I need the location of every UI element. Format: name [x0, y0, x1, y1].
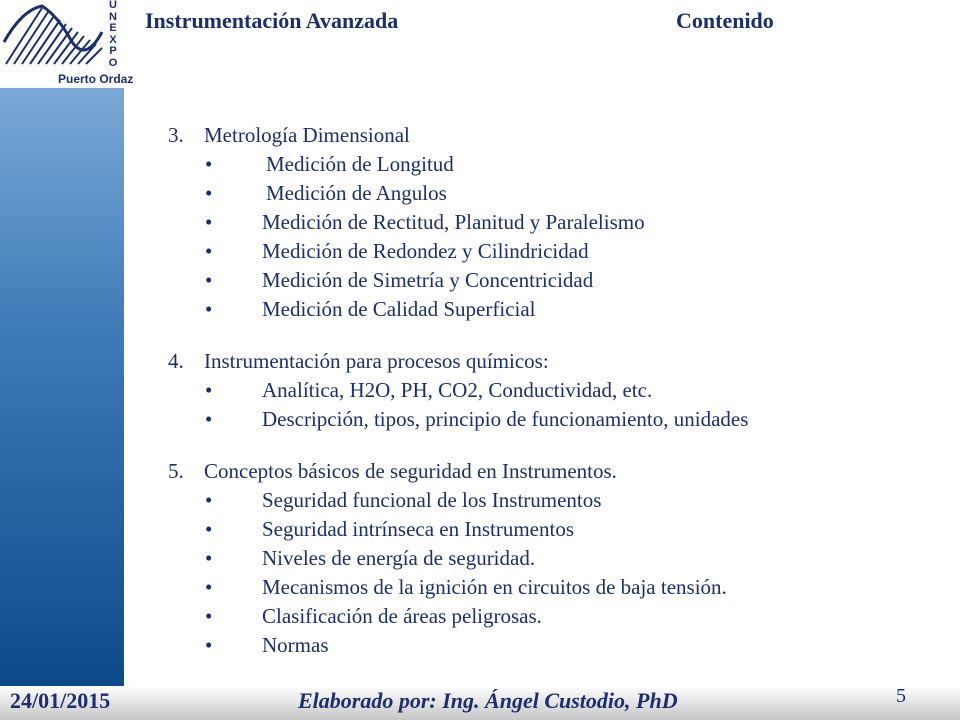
section-5: [168, 457, 948, 660]
bullet-icon: •: [205, 378, 213, 402]
list-item: • Medición de Simetría y Concentricidad: [168, 266, 948, 295]
section-heading-text: Conceptos básicos de seguridad en Instrumentos.: [204, 459, 617, 483]
logo-letters: U N E X P O: [108, 0, 118, 69]
bullet-icon: •: [205, 239, 213, 263]
bullet-icon: •: [205, 488, 213, 512]
content-list: [168, 121, 948, 683]
bullet-icon: •: [205, 575, 213, 599]
bullet-icon: •: [205, 517, 213, 541]
list-item: • Medición de Angulos: [168, 179, 948, 208]
section-heading-text: Instrumentación para procesos químicos:: [204, 349, 549, 373]
list-item: • Analítica, H2O, PH, CO2, Conductividad, etc.: [168, 376, 948, 405]
section-heading: [168, 347, 948, 376]
section-heading: [168, 457, 948, 486]
section-items: [168, 486, 948, 660]
section-3: [168, 121, 948, 324]
bullet-icon: •: [205, 181, 213, 205]
section-title: Contenido: [676, 8, 774, 33]
list-item: • Seguridad funcional de los Instrumentos: [168, 486, 948, 515]
bullet-icon: •: [205, 546, 213, 570]
list-item: • Mecanismos de la ignición en circuitos de baja tensión.: [168, 573, 948, 602]
bullet-icon: •: [205, 210, 213, 234]
footer-date: 24/01/2015: [10, 688, 111, 713]
list-item: • Medición de Calidad Superficial: [168, 295, 948, 324]
bullet-icon: •: [205, 633, 213, 657]
logo-area: [0, 0, 134, 88]
list-item: • Seguridad intrínseca en Instrumentos: [168, 515, 948, 544]
section-items: [168, 150, 948, 324]
section-number: 3.: [168, 123, 184, 147]
logo-caption: Puerto Ordaz: [58, 72, 134, 86]
bullet-icon: •: [205, 268, 213, 292]
list-item: • Clasificación de áreas peligrosas.: [168, 602, 948, 631]
footer-author: Elaborado por: Ing. Ángel Custodio, PhD: [298, 688, 678, 713]
course-title: Instrumentación Avanzada: [145, 8, 399, 33]
section-heading: [168, 121, 948, 150]
list-item: • Normas: [168, 631, 948, 660]
bullet-icon: •: [205, 604, 213, 628]
section-4: [168, 347, 948, 434]
list-item: • Medición de Longitud: [168, 150, 948, 179]
page-number: 5: [896, 685, 906, 707]
list-item: • Niveles de energía de seguridad.: [168, 544, 948, 573]
list-item: • Medición de Redondez y Cilindricidad: [168, 237, 948, 266]
bullet-icon: •: [205, 152, 213, 176]
bullet-icon: •: [205, 407, 213, 431]
list-item: • Descripción, tipos, principio de funcionamiento, unidades: [168, 405, 948, 434]
unexpo-logo-icon: [2, 2, 104, 72]
section-items: [168, 376, 948, 434]
list-item: • Medición de Rectitud, Planitud y Paralelismo: [168, 208, 948, 237]
sidebar-decoration: [0, 88, 124, 686]
section-number: 5.: [168, 459, 184, 483]
section-heading-text: Metrología Dimensional: [204, 123, 410, 147]
bullet-icon: •: [205, 297, 213, 321]
section-number: 4.: [168, 349, 184, 373]
